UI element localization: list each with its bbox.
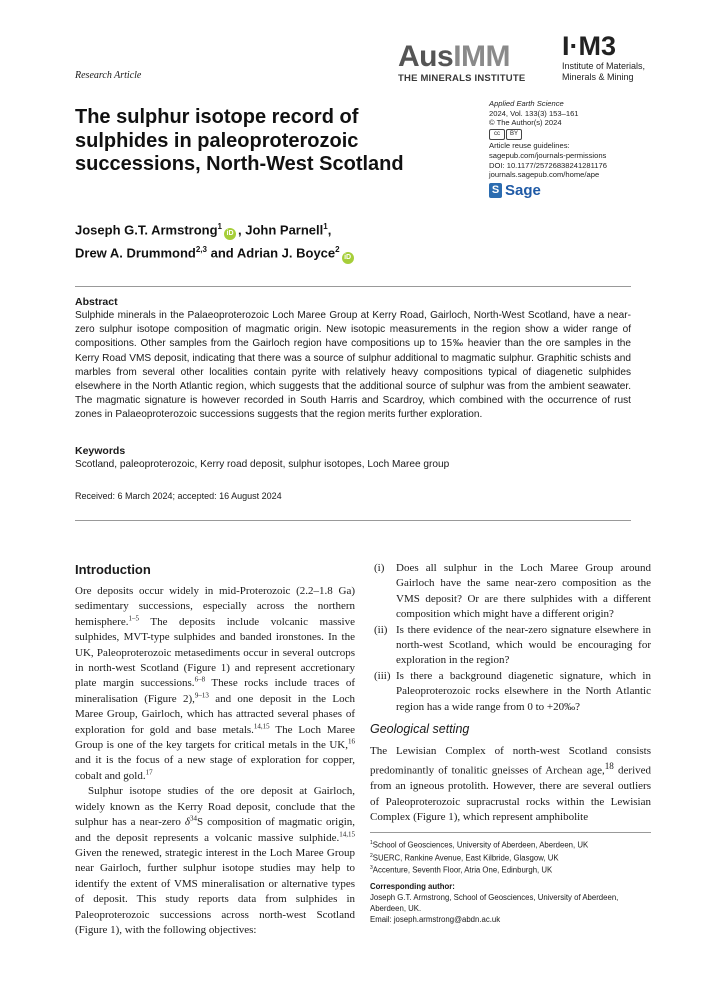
citation[interactable]: 9–13 xyxy=(194,691,209,700)
footnotes xyxy=(370,838,655,925)
iom3-mark: I·M3 xyxy=(562,31,616,61)
ausimm-logo-aus: Aus xyxy=(398,40,454,73)
introduction-body xyxy=(75,584,355,938)
affiliation-marker: 1 xyxy=(217,222,222,231)
objective-item xyxy=(370,623,651,669)
citation[interactable]: 14,15 xyxy=(339,829,355,838)
top-divider xyxy=(75,286,631,287)
author-name: Adrian J. Boyce xyxy=(236,245,336,261)
text-run: S composition of magmatic origin, and the deposit represents a volcanic massive sulphide. xyxy=(75,816,355,844)
affiliation-text: School of Geosciences, University of Aberdeen, Aberdeen, UK xyxy=(372,840,589,850)
cc-icon: cc xyxy=(489,129,505,140)
objective-number: (ii) xyxy=(374,623,388,636)
affiliation-marker: 2 xyxy=(335,245,340,255)
introduction-heading: Introduction xyxy=(75,562,151,577)
text-run: The deposits include volcanic massive sulphides, MVT-type sulphides and banded ironstones. In the UK, Paleoproterozoic metasediments occur in several outcrops in north-west Scotland (Figure 1) and represent accretionary plate margin successions. xyxy=(75,615,355,690)
orcid-icon[interactable]: iD xyxy=(342,252,354,264)
article-type-label: Research Article xyxy=(75,70,142,81)
doi-link[interactable]: DOI: 10.1177/25726838241281176 xyxy=(489,160,607,170)
text-run: The Lewisian Complex of north-west Scotland consists predominantly of tonalitic gneisses of Archean age, xyxy=(370,745,651,778)
copyright: © The Author(s) 2024 xyxy=(489,118,562,128)
author-name: Drew A. Drummond xyxy=(75,245,196,261)
affiliation-marker: 1 xyxy=(323,222,328,231)
iom3-name-line2: Minerals & Mining xyxy=(562,72,634,82)
permissions-link[interactable]: sagepub.com/journals-permissions xyxy=(489,150,607,160)
affiliation-number: 3 xyxy=(370,865,373,872)
ausimm-tagline: THE MINERALS INSTITUTE xyxy=(398,73,526,84)
objective-item xyxy=(370,669,651,715)
affiliation-number: 1 xyxy=(370,840,373,846)
ausimm-logo[interactable] xyxy=(398,42,550,84)
objective-text: Is there a background diagenetic signature, which in Paleoproterozoic rocks elsewhere in the North Atlantic region has a wide range from 0 to +20‰? xyxy=(396,669,651,713)
corresponding-author-heading: Corresponding author: xyxy=(370,881,455,891)
citation[interactable]: 6–8 xyxy=(194,675,206,684)
ausimm-logo-imm: IMM xyxy=(453,40,511,73)
reuse-label: Article reuse guidelines: xyxy=(489,141,570,151)
text-run: These rocks include traces of mineralisation (Figure 2), xyxy=(75,677,355,705)
cc-license-icon[interactable] xyxy=(489,129,659,140)
journal-name: Applied Earth Science xyxy=(489,99,564,108)
objective-number: (i) xyxy=(374,562,385,574)
objectives-list xyxy=(370,561,651,715)
text-run: The Loch Maree Group is one of the key targets for critical metals in the UK, xyxy=(75,723,355,752)
sage-icon: S xyxy=(489,183,502,198)
affiliation-marker: 2,3 xyxy=(195,245,207,255)
citation[interactable]: 18 xyxy=(604,761,614,772)
journal-meta xyxy=(489,99,659,198)
sage-wordmark: Sage xyxy=(505,181,541,199)
journal-volume: 2024, Vol. 133(3) 153–161 xyxy=(489,108,579,118)
citation[interactable]: 14,15 xyxy=(253,722,270,730)
iom3-name-line1: Institute of Materials, xyxy=(562,61,646,71)
sage-logo[interactable] xyxy=(489,183,659,198)
text-run: Given the renewed, strategic interest in the Loch Maree Group near Gairloch, further sulphur isotope studies may help to identify the extent of VMS mineralisation or alternative types of deposit. This study reports data from sulphides in Paleoproterozoic successions across north-west Scotland (Figure 1), with the following objectives: xyxy=(75,846,355,936)
orcid-icon[interactable]: iD xyxy=(224,228,236,240)
author-name: Joseph G.T. Armstrong xyxy=(75,222,218,238)
author-name: John Parnell xyxy=(245,222,324,238)
paragraph xyxy=(75,584,355,784)
bottom-divider xyxy=(75,520,631,521)
corresponding-author-details: Joseph G.T. Armstrong, School of Geosciences, University of Aberdeen, Aberdeen, UK. xyxy=(370,892,619,913)
isotope-superscript: 34 xyxy=(189,814,197,823)
corresponding-author-email[interactable]: Email: joseph.armstrong@abdn.ac.uk xyxy=(370,914,501,924)
delta-symbol: δ xyxy=(184,816,190,829)
text-run: Ore deposits occur widely in mid-Proterozoic (2.2–1.8 Ga) sedimentary successions, especially across the northern hemisphere. xyxy=(75,585,355,628)
objective-number: (iii) xyxy=(374,669,391,682)
affiliation-1 xyxy=(370,838,655,851)
author-list: Joseph G.T. Armstrong$^1$iD , John Parnell$^1$, Drew A. Drummond$^{2,3}$ and Adrian J. Boyce$^2$iD xyxy=(75,217,435,264)
paragraph xyxy=(75,784,355,938)
objective-text: Does all sulphur in the Loch Maree Group around Gairloch have the same near-zero composition as the VMS deposit? Or are there sulphides with a different composition which might have a different origin? xyxy=(396,562,651,621)
affiliation-text: Accenture, Seventh Floor, Atria One, Edinburgh, UK xyxy=(372,865,553,875)
citation[interactable]: 17 xyxy=(145,768,153,777)
citation[interactable]: 1–5 xyxy=(128,614,139,623)
geological-setting-body xyxy=(370,744,651,826)
affiliation-3 xyxy=(370,863,655,876)
affiliation-2 xyxy=(370,851,655,864)
text-run: Sulphur isotope studies of the ore deposit at Gairloch, widely known as the Kerry Road deposit, conclude that the sulphur has a near-zero xyxy=(75,785,355,829)
received-dates: Received: 6 March 2024; accepted: 16 August 2024 xyxy=(75,491,282,501)
abstract-text: Sulphide minerals in the Palaeoproterozoic Loch Maree Group at Kerry Road, Gairloch, North-West Scotland, have a near-zero sulphur isotope composition of magmatic origin. New isotopic measurements in the region show a wider range of compositions. Other samples from the Gairloch region have compositions up to 15‰ heavier than the ore samples in the Kerry Road VMS deposit, indicating that there was a source of sulphur additional to magmatic sulphur. Graphitic schists and marbles from several other localities contain pyrite with relatively heavy compositions typical of diagenetic sulphides elsewhere in the North Atlantic region, which suggests that the additional source of sulphur was from the ambient seawater. The magmatic signature is however recorded in South Harris and Scardroy, which combined with the occurrence of rust zones in Palaeoproterozoic successions suggests that the region merits further exploration. xyxy=(75,310,631,421)
citation[interactable]: 16 xyxy=(348,737,355,746)
keywords-text: Scotland, paleoproterozoic, Kerry road deposit, sulphur isotopes, Loch Maree group xyxy=(75,459,450,470)
geological-setting-heading: Geological setting xyxy=(370,722,470,736)
author-conjunction: and xyxy=(210,245,234,261)
text-run: derived from an igneous protolith. However, there are several outliers of Paleoproterozoic supracrustal rocks within the Lewisian Complex (Figure 1), which represent amphibolite xyxy=(370,765,652,824)
keywords-heading: Keywords xyxy=(75,445,126,457)
affiliation-number: 2 xyxy=(370,852,373,859)
affiliation-text: SUERC, Rankine Avenue, East Kilbride, Glasgow, UK xyxy=(372,853,559,863)
cc-by-icon: BY xyxy=(506,129,522,140)
footnote-divider xyxy=(370,832,651,833)
text-run: and it is the focus of a new stage of exploration for copper, cobalt and gold. xyxy=(75,754,355,782)
abstract-heading: Abstract xyxy=(75,296,118,308)
iom3-logo[interactable] xyxy=(562,32,662,83)
text-run: and one deposit in the Loch Maree Group, Gairloch, which has attracted several phases of exploration for gold and base metals. xyxy=(75,692,355,736)
objective-text: Is there evidence of the near-zero signature elsewhere in north-west Scotland, which would be encouraging for exploration in the region? xyxy=(396,623,651,667)
article-title: The sulphur isotope record of sulphides in paleoproterozoic successions, North-West Scotland xyxy=(75,106,404,175)
journal-homepage-link[interactable]: journals.sagepub.com/home/ape xyxy=(489,170,600,180)
objective-item xyxy=(370,561,651,623)
